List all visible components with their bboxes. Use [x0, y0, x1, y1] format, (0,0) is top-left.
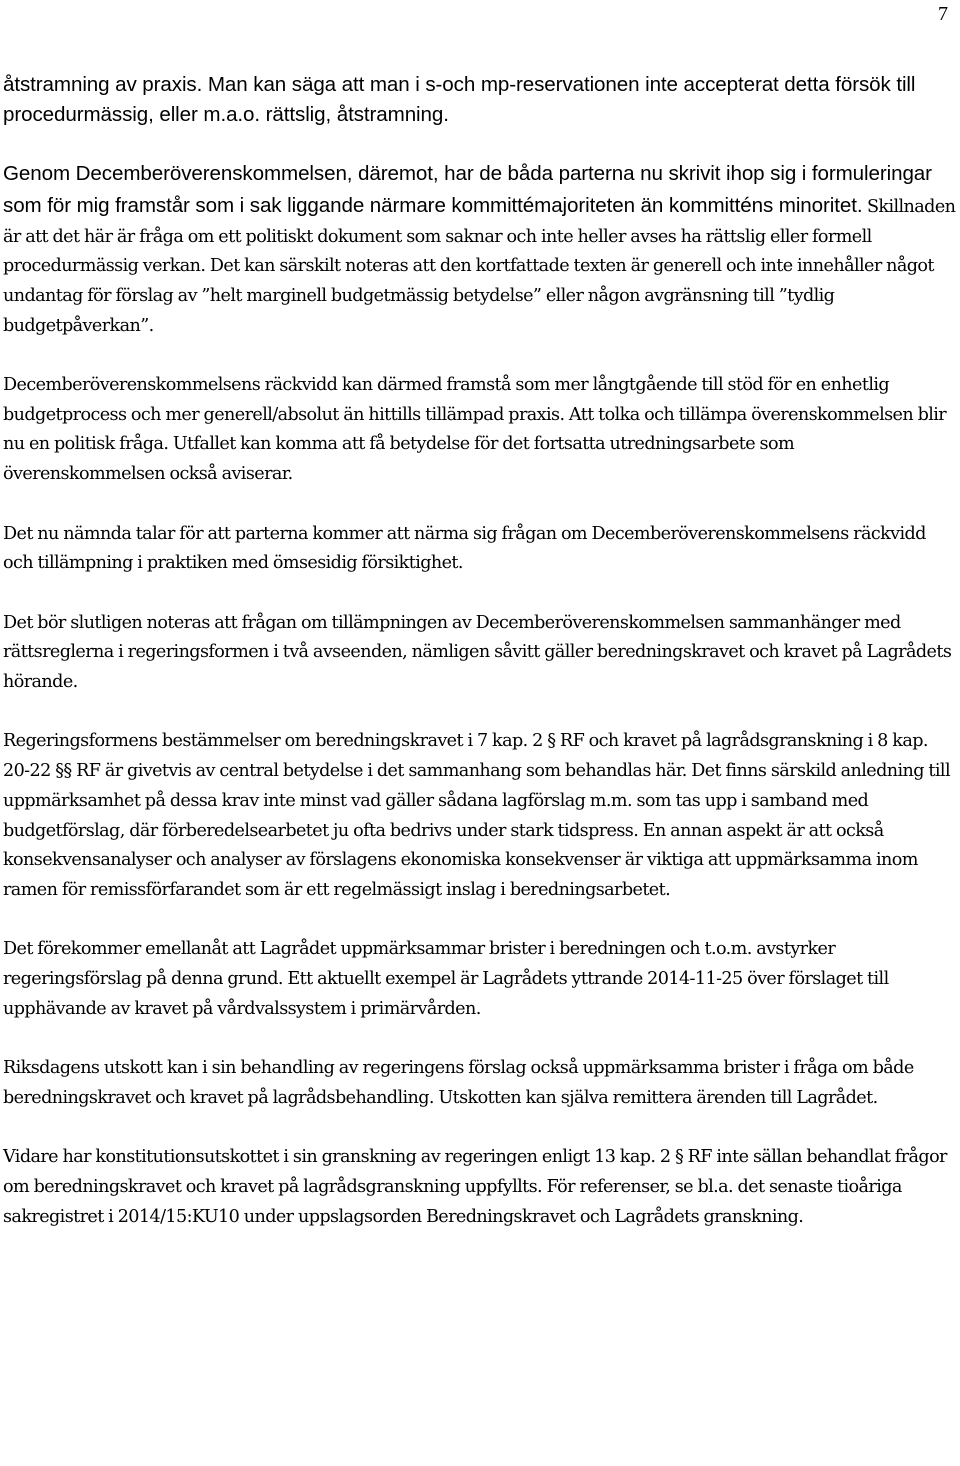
paragraph-legal-rules [3, 609, 957, 698]
paragraph-spacer [3, 906, 957, 936]
paragraph-text: åtstramning av praxis. Man kan säga att man i s-och mp-reservationen inte accepterat detta försök till procedurmässig, eller m.a.o. rättslig, åtstramning. [3, 73, 916, 126]
paragraph-caution [3, 520, 957, 579]
paragraph-scope [3, 371, 957, 490]
paragraph-text-serif-part: Skillnaden är att det här är fråga om ett politiskt dokument som saknar och inte heller avses ha rättslig eller formell procedurmässig verkan. Det kan särskilt noteras att den kortfattade texten är generell och inte innehåller något undantag för förslag av ”helt marginell budgetmässig betydelse” eller någon avgränsning till ”tydlig budgetpåverkan”. [3, 196, 956, 336]
paragraph-spacer [3, 129, 957, 159]
paragraph-spacer [3, 1024, 957, 1054]
paragraph-december-agreement [3, 159, 957, 341]
paragraph-spacer [3, 579, 957, 609]
paragraph-praxis-tightening [3, 70, 957, 129]
paragraph-text: Regeringsformens bestämmelser om beredningskravet i 7 kap. 2 § RF och kravet på lagrådsgranskning i 8 kap. 20-22 §§ RF är givetvis av central betydelse i det sammanhang som behandlas här. Det finns särskild anledning till uppmärksamhet på dessa krav inte minst vad gäller sådana lagförslag m.m. som tas upp i samband med budgetförslag, där förberedelsearbetet ju ofta bedrivs under stark tidspress. En annan aspekt är att också konsekvensanalyser och analyser av förslagens ekonomiska konsekvenser är viktiga att uppmärksamma inom ramen för remissförfarandet som är ett regelmässigt inslag i beredningsarbetet. [3, 731, 950, 900]
paragraph-text: Det förekommer emellanåt att Lagrådet uppmärksammar brister i beredningen och t.o.m. avstyrker regeringsförslag på denna grund. Ett aktuellt exempel är Lagrådets yttrande 2014-11-25 över förslaget till upphävande av kravet på vårdvalssystem i primärvården. [3, 939, 889, 1019]
paragraph-spacer [3, 698, 957, 728]
paragraph-spacer [3, 1114, 957, 1144]
paragraph-spacer [3, 490, 957, 520]
paragraph-text: Riksdagens utskott kan i sin behandling av regeringens förslag också uppmärksamma brister i fråga om både beredningskravet och kravet på lagrådsbehandling. Utskotten kan själva remittera ärenden till Lagrådet. [3, 1058, 914, 1108]
paragraph-constitution-committee [3, 1143, 957, 1232]
page-number: 7 [938, 3, 948, 25]
paragraph-spacer [3, 341, 957, 371]
document-body [3, 70, 957, 1232]
paragraph-text: Det nu nämnda talar för att parterna kommer att närma sig frågan om Decemberöverenskommelsens räckvidd och tillämpning i praktiken med ömsesidig försiktighet. [3, 523, 926, 574]
paragraph-text: Det bör slutligen noteras att frågan om tillämpningen av Decemberöverenskommelsen sammanhänger med rättsreglerna i regeringsformen i två avseenden, nämligen såvitt gäller beredningskravet och kravet på Lagrådets hörande. [3, 612, 952, 692]
paragraph-council-objections [3, 935, 957, 1024]
paragraph-text: Decemberöverenskommelsens räckvidd kan därmed framstå som mer långtgående till stöd för en enhetlig budgetprocess och mer generell/absolut än hittills tillämpad praxis. Att tolka och tillämpa överenskommelsen blir nu en politisk fråga. Utfallet kan komma att få betydelse för det fortsatta utredningsarbete som överenskommelsen också aviserar. [3, 375, 947, 485]
paragraph-constitution-provisions [3, 727, 957, 905]
paragraph-text-sans-part: Genom Decemberöverenskommelsen, däremot, har de båda parterna nu skrivit ihop sig i formuleringar som för mig framstår som i sak liggande närmare kommittémajoriteten än kommitténs minoritet. [3, 162, 932, 217]
paragraph-committees [3, 1054, 957, 1113]
paragraph-text: Vidare har konstitutionsutskottet i sin granskning av regeringen enligt 13 kap. 2 § RF inte sällan behandlat frågor om beredningskravet och kravet på lagrådsgranskning uppfyllts. För referenser, se bl.a. det senaste tioåriga sakregistret i 2014/15:KU10 under uppslagsorden Beredningskravet och Lagrådets granskning. [3, 1147, 947, 1227]
